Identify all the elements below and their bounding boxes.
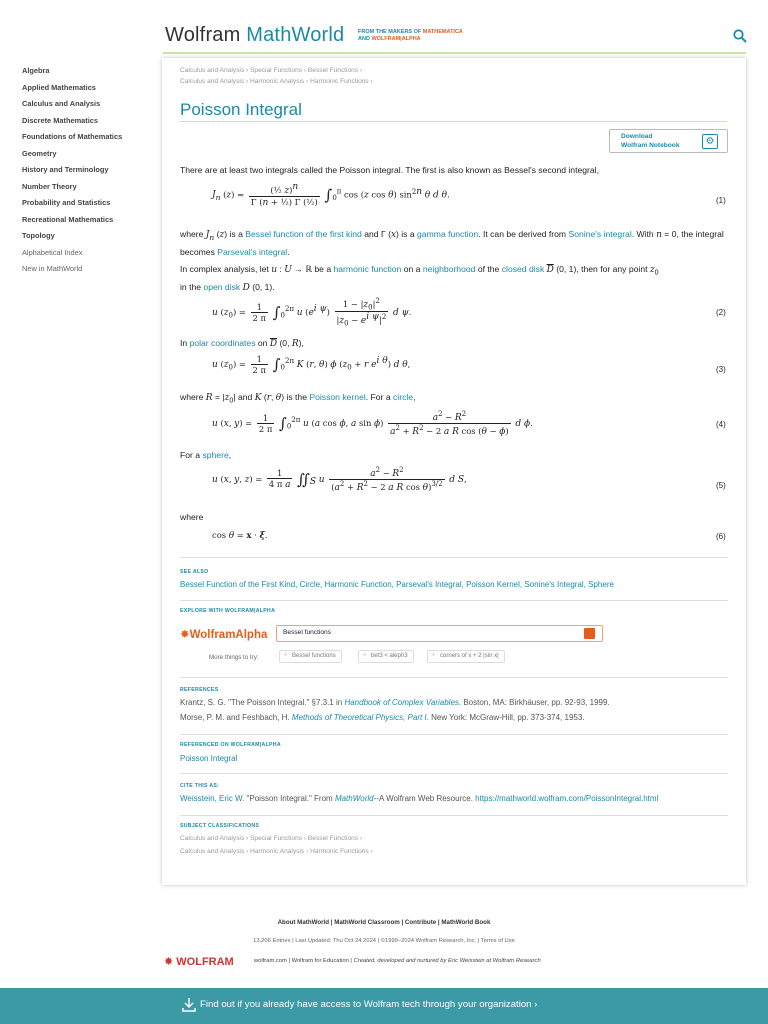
see-also-heading: SEE ALSO — [180, 569, 209, 575]
reference-item: Krantz, S. G. "The Poisson Integral." §7.3.1 in Handbook of Complex Variables. Boston, MA: Birkhäuser, pp. 92-93, 1999. — [180, 698, 610, 707]
section-divider — [180, 557, 728, 558]
footer-links[interactable]: About MathWorld | MathWorld Classroom | Contribute | MathWorld Book — [277, 919, 491, 926]
link-poisson-kernel[interactable]: Poisson kernel — [309, 392, 366, 402]
classification-breadcrumb[interactable]: Calculus and Analysis › Harmonic Analysis › Harmonic Functions › — [180, 848, 373, 855]
link-sonines-integral[interactable]: Sonine's integral — [568, 229, 632, 239]
sidebar-item-foundations-of-mathematics[interactable]: Foundations of Mathematics — [22, 132, 123, 141]
link-harmonic-function[interactable]: harmonic function — [333, 264, 402, 274]
footer-brand-links: wolfram.com | Wolfram for Education | Created, developed and nurtured by Eric Weisstein at Wolfram Research — [254, 958, 541, 964]
link-neighborhood[interactable]: neighborhood — [422, 264, 476, 274]
title-divider — [180, 121, 727, 122]
tagline: FROM THE MAKERS OF MATHEMATICA AND WOLFRAM|ALPHA — [358, 29, 463, 42]
equation-1: $J_n$ (z) = $\frac{(\frac{1}{2} z)^n}{\text{Γ (n + ½) Γ (½)}}$ $\int_0^\pi$ cos (z cos θ) $\sin^{2n} \theta$ d θ. — [212, 182, 450, 208]
sidebar-item-topology[interactable]: Topology — [22, 231, 55, 240]
sidebar-item-algebra[interactable]: Algebra — [22, 66, 50, 75]
link-polar-coordinates[interactable]: polar coordinates — [189, 338, 256, 348]
explore-wolfram-alpha-heading: EXPLORE WITH WOLFRAM|ALPHA — [180, 608, 276, 614]
logo-mathworld-text: MathWorld — [246, 24, 345, 46]
site-logo[interactable] — [165, 24, 344, 47]
section-divider — [180, 773, 728, 774]
subject-classifications-heading: SUBJECT CLASSIFICATIONS — [180, 823, 260, 829]
classification-breadcrumb[interactable]: Calculus and Analysis › Special Functions › Bessel Functions › — [180, 835, 363, 842]
wolfram-alpha-logo[interactable]: ✸WolframAlpha — [180, 629, 268, 641]
citation-url-link[interactable]: https://mathworld.wolfram.com/PoissonIntegral.html — [475, 794, 659, 803]
equation-number: (5) — [716, 481, 726, 490]
header-divider — [163, 52, 746, 54]
intro-paragraph: There are at least two integrals called the Poisson integral. The first is also known as Bessel's second integral, — [180, 165, 599, 175]
wolfram-alpha-search-input[interactable]: Bessel functions — [276, 625, 603, 642]
logo-wolfram-text: Wolfram — [165, 24, 241, 46]
link-parsevals-integral[interactable]: Parseval's integral — [217, 246, 288, 257]
sphere-paragraph: For a sphere, — [180, 450, 232, 460]
footer-info: 13,206 Entries | Last Updated: Thu Oct 24 2024 | ©1999–2024 Wolfram Research, Inc. | Terms of Use — [253, 938, 515, 944]
site-header — [0, 0, 768, 60]
sidebar-item-number-theory[interactable]: Number Theory — [22, 181, 77, 191]
page-title: Poisson Integral — [180, 100, 302, 119]
equation-number: (2) — [716, 308, 726, 317]
link-circle[interactable]: circle — [393, 392, 414, 402]
equation-number: (4) — [716, 420, 726, 429]
access-banner[interactable] — [0, 988, 768, 1024]
citation-text: Weisstein, Eric W. "Poisson Integral." From MathWorld--A Wolfram Web Resource. https://mathworld.wolfram.com/PoissonIntegral.html — [180, 794, 659, 803]
section-divider — [180, 815, 728, 816]
wolfram-footer-logo[interactable]: ✸ WOLFRAM — [164, 956, 234, 968]
sidebar-item-geometry[interactable]: Geometry — [22, 148, 57, 158]
where-paragraph-3: where — [180, 512, 204, 522]
reference-item: Morse, P. M. and Feshbach, H. Methods of Theoretical Physics, Part I. New York: McGraw-Hill, pp. 373-374, 1953. — [180, 713, 585, 722]
equation-2: u $(z_0)$ = $\frac{1}{2 \pi}$ $\int_0^{2\pi}$ u $(e^{i \psi})$ $\frac{1 - |z_0|^2}{|z_0 - e^{i \psi}|^2}$ d ψ. — [212, 297, 412, 328]
suggestion-chip[interactable]: ⁘ bet3 < aleph3 — [358, 650, 414, 663]
equation-number: (6) — [716, 532, 726, 541]
polar-paragraph: In polar coordinates on $\overline{D}$ (0, R), — [180, 338, 304, 349]
link-closed-disk[interactable]: closed disk — [501, 264, 545, 274]
search-icon[interactable] — [733, 29, 747, 43]
references-heading: REFERENCES — [180, 687, 219, 693]
breadcrumb[interactable]: Calculus and Analysis › Harmonic Analysis › Harmonic Functions › — [180, 78, 373, 85]
sidebar-item-alphabetical-index[interactable]: Alphabetical Index — [22, 247, 83, 257]
equation-3: u $(z_0)$ = $\frac{1}{2 \pi}$ $\int_0^{2\pi}$ K (r, θ) ϕ ($z_0 + r$ $e^{i \theta}$) d θ, — [212, 354, 411, 375]
wolfram-alpha-submit-icon[interactable] — [584, 628, 595, 639]
complex-analysis-paragraph: In complex analysis, let u : U → ℝ be a harmonic function on a neighborhood of the closed disk $\overline{D}$ (0, 1), then for any point $z_0$ in the open disk D (0, 1). — [180, 264, 659, 293]
sidebar-item-history-and-terminology[interactable]: History and Terminology — [22, 165, 109, 174]
breadcrumb[interactable]: Calculus and Analysis › Special Functions › Bessel Functions › — [180, 67, 363, 74]
where-paragraph-2: where $R = |z_0|$ and K (r, θ) is the Poisson kernel. For a circle, — [180, 392, 416, 405]
suggestion-chip[interactable]: ⁘ Bessel functions — [279, 650, 342, 663]
referenced-on-link[interactable]: Poisson Integral — [180, 754, 238, 763]
more-things-label: More things to try: — [209, 654, 259, 661]
equation-5: u (x, y, z) = $\frac{1}{\text{4 π a}}$ $∬_S$ u $\frac{a^2 - R^2}{(a^2 + R^2 - 2 a R \cos \theta)^{3/2}}$ d S, — [212, 466, 467, 493]
equation-number: (1) — [716, 196, 726, 205]
banner-text: Find out if you already have access to Wolfram tech through your organization › — [200, 999, 538, 1010]
section-divider — [180, 600, 728, 601]
see-also-links[interactable]: Bessel Function of the First Kind, Circle, Harmonic Function, Parseval's Integral, Poisson Kernel, Sonine's Integral, Sphere — [180, 580, 614, 589]
sidebar-item-calculus-and-analysis[interactable]: Calculus and Analysis — [22, 99, 101, 108]
sidebar-item-recreational-mathematics[interactable]: Recreational Mathematics — [22, 214, 114, 224]
sidebar-item-new-in-mathworld[interactable]: New in MathWorld — [22, 264, 83, 273]
link-gamma-function[interactable]: gamma function — [417, 229, 479, 239]
sidebar-item-probability-and-statistics[interactable]: Probability and Statistics — [22, 198, 111, 207]
equation-4: u (x, y) = $\frac{1}{2 \pi}$ $\int_0^{2\pi}$ u (a cos ϕ, a sin ϕ) $\frac{a^2 - R^2}{a^2 + R^2 - 2 a R \cos (\theta - \phi)}$ d ϕ. — [212, 410, 533, 437]
notebook-icon: ⚙ — [702, 134, 718, 149]
equation-6: cos θ = x · ξ. — [212, 530, 268, 541]
equation-number: (3) — [716, 365, 726, 374]
link-sphere[interactable]: sphere — [202, 450, 229, 460]
section-divider — [180, 677, 728, 678]
sidebar-nav — [22, 66, 152, 281]
link-open-disk[interactable]: open disk — [203, 281, 241, 292]
section-divider — [180, 734, 728, 735]
sidebar-item-applied-mathematics[interactable]: Applied Mathematics — [22, 82, 96, 92]
download-icon — [182, 997, 196, 1013]
download-notebook-button[interactable]: Download Wolfram Notebook ⚙ — [609, 129, 728, 153]
cite-heading: CITE THIS AS: — [180, 783, 220, 789]
link-bessel-function[interactable]: Bessel function of the first kind — [245, 229, 362, 239]
suggestion-chip[interactable]: ⁘ corners of x + 2 |sin x| — [427, 650, 505, 663]
referenced-on-heading: REFERENCED ON WOLFRAM|ALPHA — [180, 742, 281, 748]
sidebar-item-discrete-mathematics[interactable]: Discrete Mathematics — [22, 115, 98, 125]
where-paragraph-1: where $J_n$ (z) is a Bessel function of the first kind and Γ (x) is a gamma function. It can be derived from Sonine's integral. With n = 0, the integral becomes Parseval's integral. — [180, 229, 724, 257]
